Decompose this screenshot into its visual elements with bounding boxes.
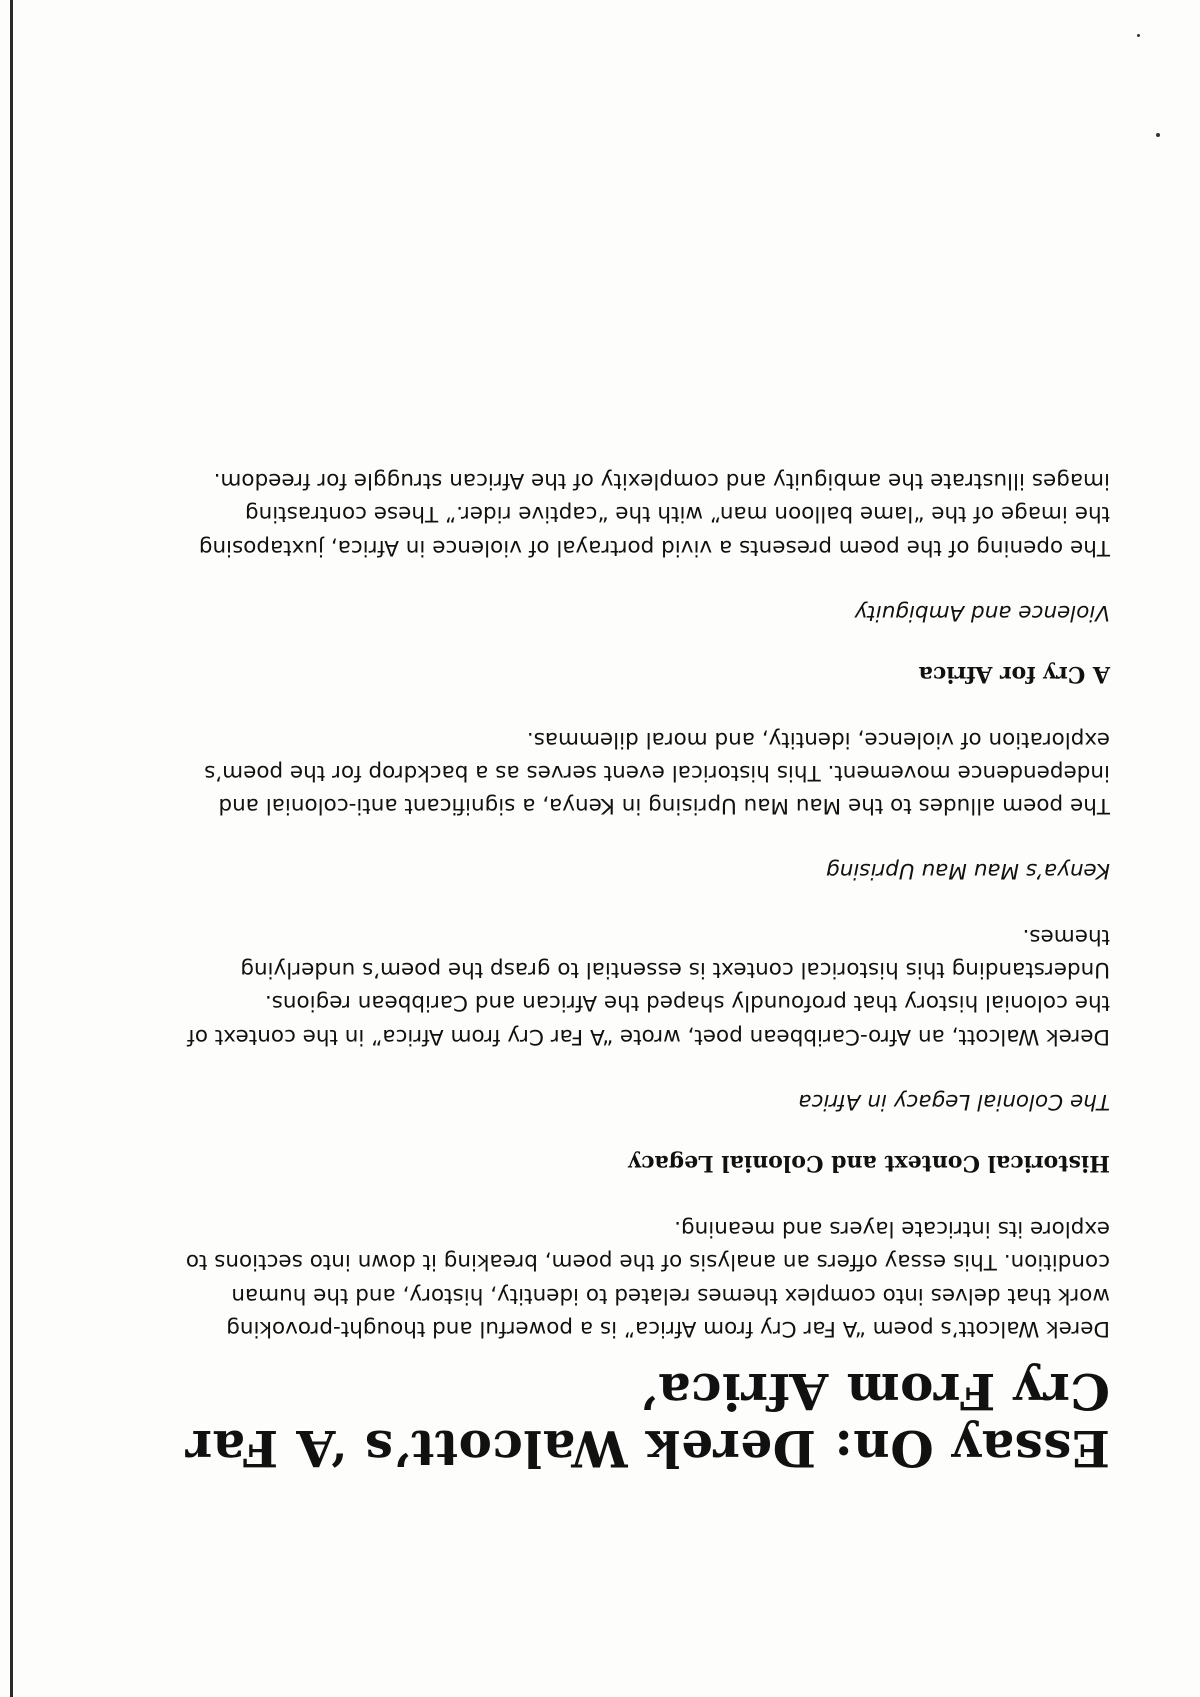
subheading-colonial-legacy: The Colonial Legacy in Africa: [798, 1088, 1110, 1114]
essay-title: Essay On: Derek Walcott’s ‘A Far Cry From Africa’: [185, 1362, 1110, 1478]
subheading-violence-ambiguity: Violence and Ambiguity: [854, 599, 1110, 625]
essay-content: [150, 428, 1110, 1477]
scan-speck: [1156, 133, 1160, 137]
scan-margin-line: [10, 0, 13, 1697]
section-heading-cry-for-africa: A Cry for Africa: [918, 660, 1110, 687]
scan-speck: [1137, 34, 1140, 37]
section-heading-historical-context: Historical Context and Colonial Legacy: [628, 1149, 1110, 1176]
paragraph-colonial-legacy: Derek Walcott, an Afro-Caribbean poet, wrote “A Far Cry from Africa” in the context of the colonial history that profoundly shaped the African and Caribbean regions. Understanding this historical context is essential to grasp the poem’s underlying themes.: [187, 923, 1110, 1049]
paragraph-violence-ambiguity: The opening of the poem presents a vivid portrayal of violence in Africa, juxtaposing the image of the “lame balloon man” with the “captive rider.” These contrasting images illustrate the ambiguity and complexity of the African struggle for freedom.: [198, 467, 1110, 560]
paragraph-mau-mau-uprising: The poem alludes to the Mau Mau Uprising in Kenya, a significant anti-colonial and independence movement. This historical event serves as a backdrop for the poem’s exploration of violence, identity, and moral dilemmas.: [204, 726, 1110, 819]
intro-paragraph: Derek Walcott’s poem “A Far Cry from Africa” is a powerful and thought-provoking work that delves into complex themes related to identity, history, and the human condition. This essay offers an analysis of the poem, breaking it down into sections to explore its intricate layers and meaning.: [185, 1216, 1110, 1341]
subheading-mau-mau-uprising: Kenya’s Mau Mau Uprising: [826, 858, 1110, 884]
